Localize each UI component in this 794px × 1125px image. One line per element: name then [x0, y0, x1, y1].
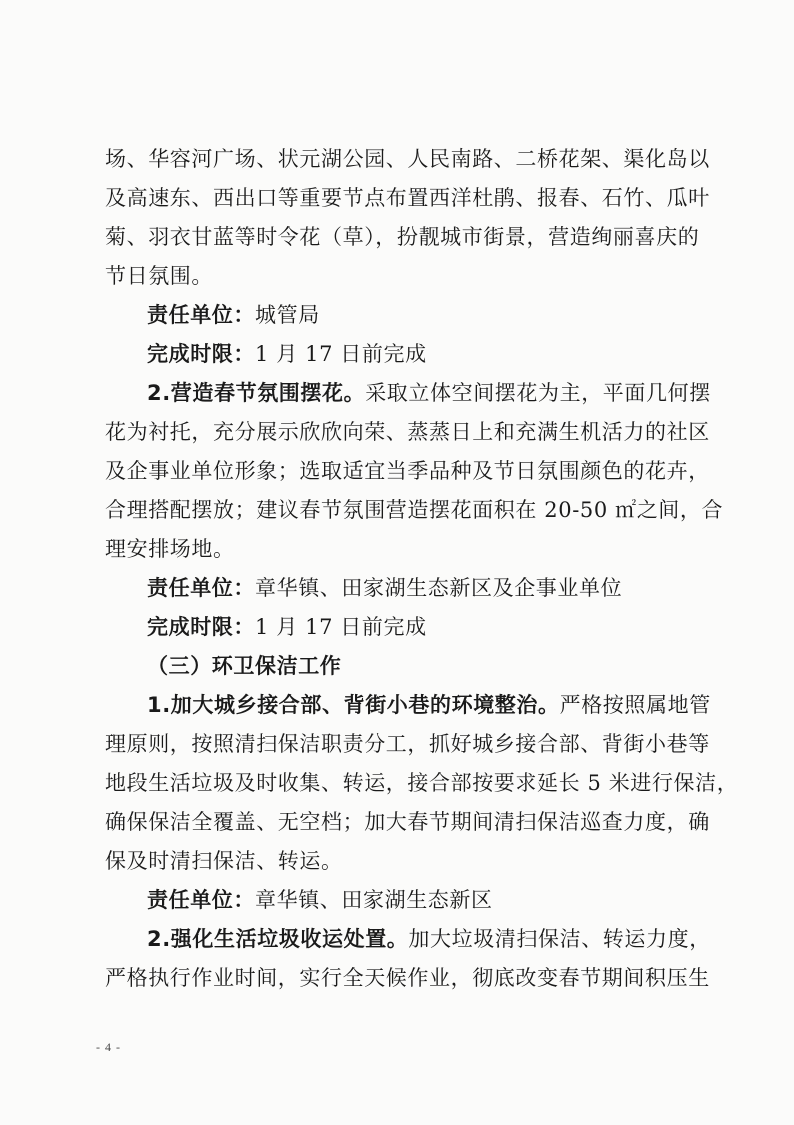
item-heading-line: [105, 686, 711, 725]
item-text: 严格按照属地管: [559, 693, 711, 717]
responsible-unit-value: 章华镇、田家湖生态新区: [255, 888, 493, 912]
responsible-unit-line: [105, 296, 695, 335]
deadline-line: [105, 608, 695, 647]
item-heading-line: [105, 374, 711, 413]
item-heading-line: [105, 920, 711, 959]
responsible-unit-value: 章华镇、田家湖生态新区及企事业单位: [255, 576, 623, 600]
paragraph-line: 及高速东、西出口等重要节点布置西洋杜鹃、报春、石竹、瓜叶: [105, 186, 710, 210]
paragraph-line: 场、华容河广场、状元湖公园、人民南路、二桥花架、渠化岛以: [105, 147, 710, 171]
responsible-unit-label: 责任单位：: [147, 888, 255, 912]
deadline-value: 1 月 17 日前完成: [255, 342, 427, 366]
paragraph-line: 保及时清扫保洁、转运。: [105, 849, 343, 873]
responsible-unit-line: [105, 881, 695, 920]
page-number: - 4 -: [96, 1040, 121, 1054]
responsible-unit-label: 责任单位：: [147, 303, 255, 327]
deadline-line: [105, 335, 695, 374]
deadline-label: 完成时限：: [147, 615, 255, 639]
responsible-unit-line: [105, 569, 695, 608]
item-text: 加大垃圾清扫保洁、转运力度，: [408, 927, 711, 951]
item-text: 采取立体空间摆花为主，平面几何摆: [365, 381, 711, 405]
document-body: [105, 140, 739, 998]
paragraph-line: 菊、羽衣甘蓝等时令花（草），扮靓城市街景，营造绚丽喜庆的: [105, 225, 700, 249]
paragraph-line: 节日氛围。: [105, 264, 213, 288]
paragraph-line: 严格执行作业时间，实行全天候作业，彻底改变春节期间积压生: [105, 966, 710, 990]
deadline-value: 1 月 17 日前完成: [255, 615, 427, 639]
item-heading: 1.加大城乡接合部、背街小巷的环境整治。: [147, 693, 560, 717]
item-heading: 2.强化生活垃圾收运处置。: [147, 927, 409, 951]
item-heading: 2.营造春节氛围摆花。: [147, 381, 366, 405]
paragraph-line: 确保保洁全覆盖、无空档；加大春节期间清扫保洁巡查力度，确: [105, 810, 710, 834]
paragraph-line: 地段生活垃圾及时收集、转运，接合部按要求延长 5 米进行保洁，: [105, 771, 739, 795]
paragraph-line: 及企事业单位形象；选取适宜当季品种及节日氛围颜色的花卉，: [105, 459, 710, 483]
deadline-label: 完成时限：: [147, 342, 255, 366]
paragraph-line: 理安排场地。: [105, 537, 235, 561]
responsible-unit-value: 城管局: [255, 303, 320, 327]
section-heading: （三）环卫保洁工作: [147, 654, 342, 678]
paragraph-line: 理原则，按照清扫保洁职责分工，抓好城乡接合部、背街小巷等: [105, 732, 710, 756]
paragraph-line: 合理搭配摆放；建议春节氛围营造摆花面积在 20-50 ㎡之间，合: [105, 498, 724, 522]
paragraph-line: 花为衬托，充分展示欣欣向荣、蒸蒸日上和充满生机活力的社区: [105, 420, 710, 444]
responsible-unit-label: 责任单位：: [147, 576, 255, 600]
